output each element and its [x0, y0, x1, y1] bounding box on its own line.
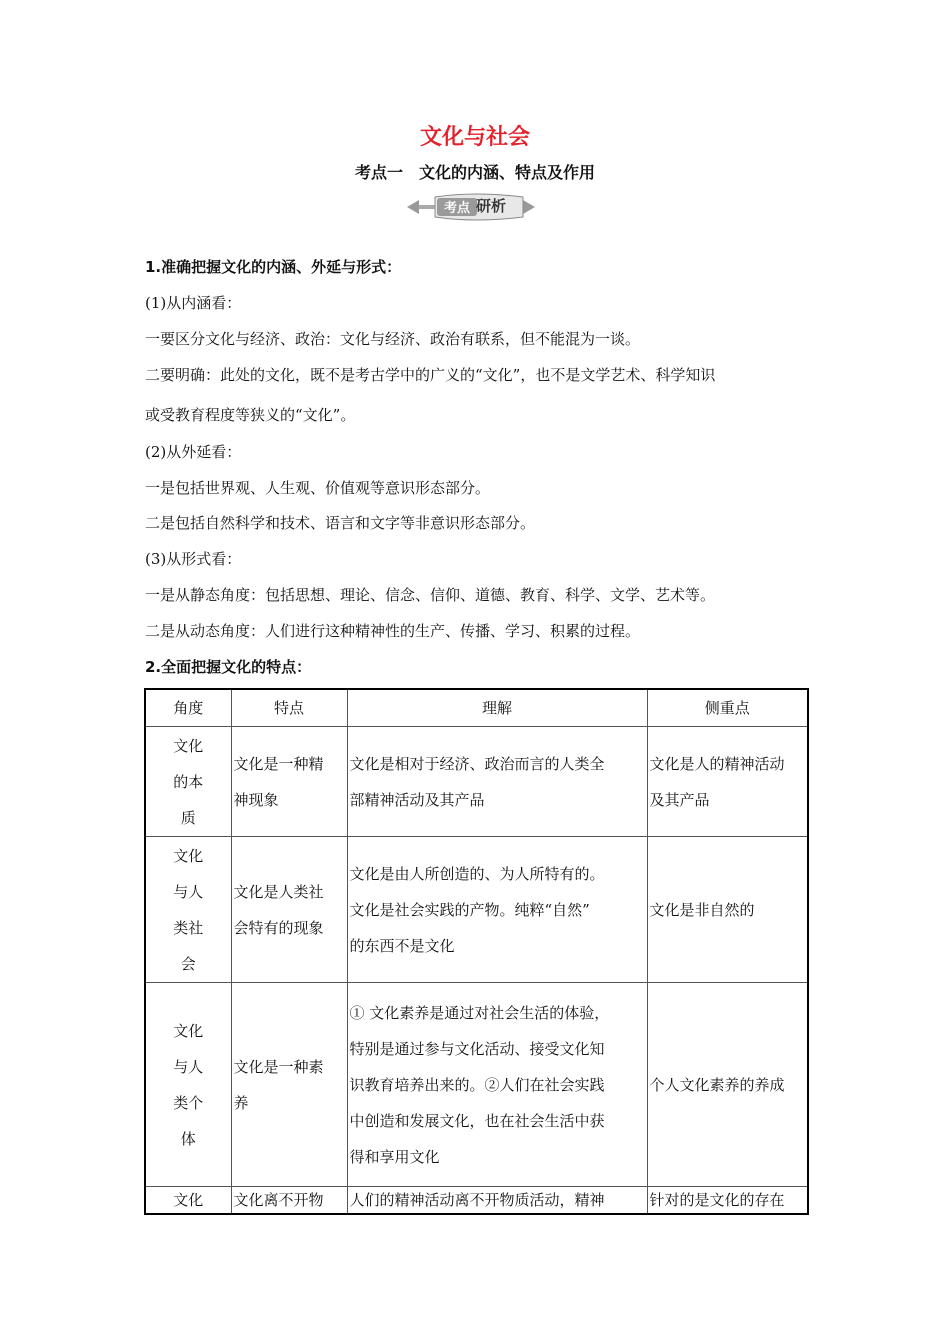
cell-feature: 文化离不开物 [231, 1187, 347, 1215]
header-focus: 侧重点 [647, 689, 808, 727]
cell-feature: 文化是一种素 养 [231, 983, 347, 1187]
cell-feature: 文化是一种精 神现象 [231, 727, 347, 837]
badge-part2: 研析 [476, 197, 507, 215]
culture-features-table [144, 688, 809, 1215]
section1-heading: 1.准确把握文化的内涵、外延与形式： [145, 258, 402, 276]
table-row [145, 727, 808, 837]
section2-heading: 2.全面把握文化的特点： [145, 658, 312, 676]
cell-understanding: ① 文化素养是通过对社会生活的体验， 特别是通过参与文化活动、接受文化知 识教育培养出来的。②人们在社会实践 中创造和发展文化，也在社会生活中获 得和享用文化 [347, 983, 647, 1187]
paragraph-line: (2)从外延看： [145, 443, 242, 461]
page-subtitle: 考点一 文化的内涵、特点及作用 [354, 163, 595, 182]
cell-understanding: 文化是由人所创造的、为人所特有的。 文化是社会实践的产物。纯粹“自然” 的东西不是文化 [347, 837, 647, 983]
header-feature: 特点 [231, 689, 347, 727]
cell-angle: 文化 与人 类社 会 [145, 837, 231, 983]
paragraph-line: 二要明确：此处的文化，既不是考古学中的广义的“文化”，也不是文学艺术、科学知识 [145, 366, 716, 384]
table-row [145, 837, 808, 983]
cell-focus: 个人文化素养的养成 [647, 983, 808, 1187]
header-understanding: 理解 [347, 689, 647, 727]
paragraph-line: (1)从内涵看： [145, 294, 242, 312]
header-angle: 角度 [145, 689, 231, 727]
cell-focus: 文化是人的精神活动 及其产品 [647, 727, 808, 837]
cell-angle: 文化 [145, 1187, 231, 1215]
table-row [145, 1187, 808, 1215]
cell-feature: 文化是人类社 会特有的现象 [231, 837, 347, 983]
kaodian-yanxi-badge [405, 193, 537, 221]
paragraph-line: 二是从动态角度：人们进行这种精神性的生产、传播、学习、积累的过程。 [145, 622, 641, 640]
table-row [145, 983, 808, 1187]
paragraph-line: 二是包括自然科学和技术、语言和文字等非意识形态部分。 [145, 514, 536, 532]
paragraph-line: 一是包括世界观、人生观、价值观等意识形态部分。 [145, 479, 491, 497]
badge-part1: 考点 [443, 201, 471, 216]
cell-understanding: 人们的精神活动离不开物质活动，精神 [347, 1187, 647, 1215]
cell-angle: 文化 的本 质 [145, 727, 231, 837]
cell-understanding: 文化是相对于经济、政治而言的人类全 部精神活动及其产品 [347, 727, 647, 837]
page-title: 文化与社会 [419, 125, 530, 150]
paragraph-line: 一是从静态角度：包括思想、理论、信念、信仰、道德、教育、科学、文学、艺术等。 [145, 586, 716, 604]
cell-focus: 文化是非自然的 [647, 837, 808, 983]
paragraph-line: (3)从形式看： [145, 550, 242, 568]
paragraph-line: 一要区分文化与经济、政治：文化与经济、政治有联系，但不能混为一谈。 [145, 330, 641, 348]
cell-focus: 针对的是文化的存在 [647, 1187, 808, 1215]
table-header-row [145, 689, 808, 727]
paragraph-line: 或受教育程度等狭义的“文化”。 [145, 406, 356, 424]
cell-angle: 文化 与人 类个 体 [145, 983, 231, 1187]
